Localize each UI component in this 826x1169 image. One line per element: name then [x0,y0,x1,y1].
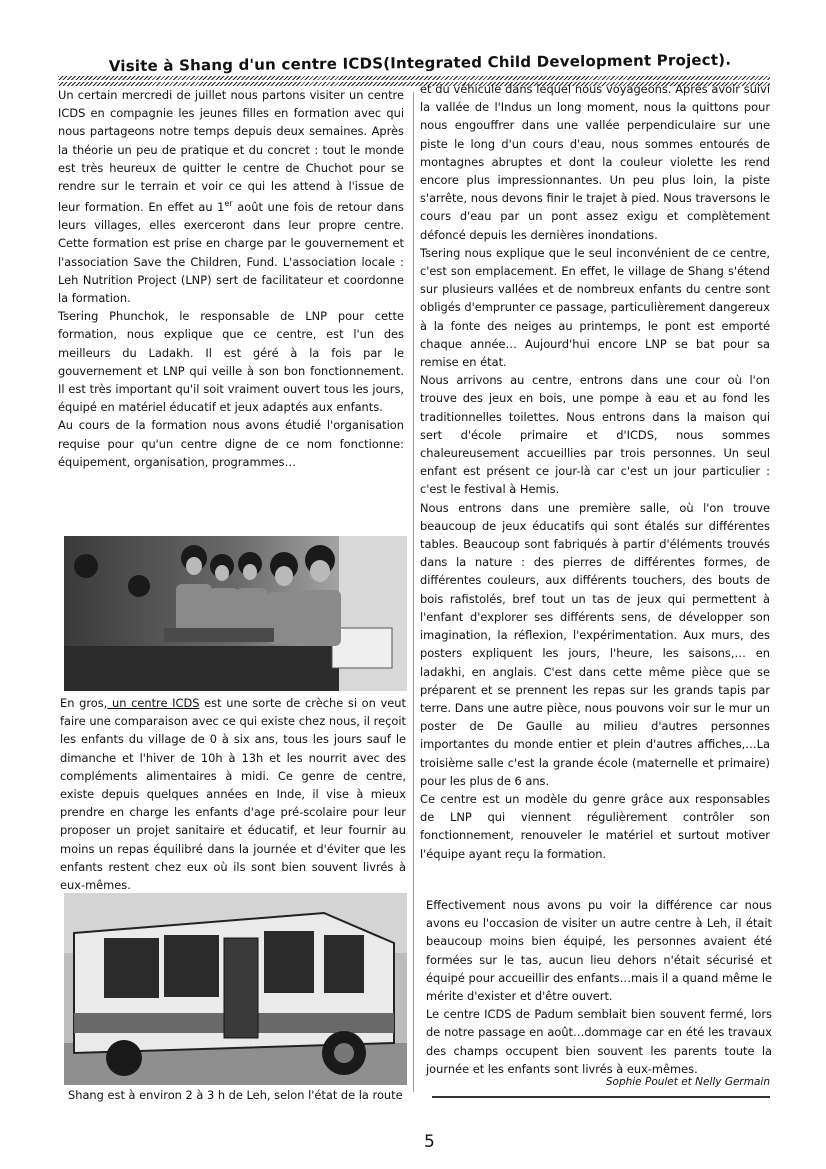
left-column-middle [60,694,406,894]
bus-photo [64,893,407,1085]
children-photo [64,536,407,691]
right-paragraph-3: Nous arrivons au centre, entrons dans une cour où l'on trouve des jeux en bois, une pompe à eau et au fond les traditionnelles toilettes. Nous entrons dans la maison qui sert d'école primaire et d'ICDS, nous sommes chaleureusement accueillies par trois personnes. Un seul enfant est présent ce jour-là car c'est un jour particulier : c'est le festival à Hemis. [420,373,770,497]
right-paragraph-5: Ce centre est un modèle du genre grâce aux responsables de LNP qui viennent régulièrement contrôler son fonctionnement, renouveler le matériel et surtout motiver l'équipe ayant reçu la formation. [420,791,770,861]
right-column [420,80,770,863]
left-column-top [58,86,404,471]
left-paragraph-1: Un certain mercredi de juillet nous partons visiter un centre ICDS en compagnie les jeunes filles en formation avec qui nous partageons notre temps depuis deux semaines. Après la théorie un peu de pratique et du concret : tout le monde est très heureux de quitter le centre de Chuchot pour se rendre sur le terrain et voir ce qui les attend à l'issue de leur formation. En effet au 1er août une fois de retour dans leurs villages, elles exerceront dans leur propre centre. Cette formation est prise en charge par le gouvernement et l'association Save the Children, Fund. L'association locale : Leh Nutrition Project (LNP) sert de facilitateur et coordonne la formation. [58,88,404,306]
signature: Sophie Poulet et Nelly Germain [605,1076,770,1088]
page-number: 5 [424,1132,435,1152]
left-paragraph-2: Tsering Phunchok, le responsable de LNP pour cette formation, nous explique que ce centre, est l'un des meilleurs du Ladakh. Il est géré à la fois par le gouvernement et LNP qui veille à son bon fonctionnement. Il est très important qu'il soit vraiment ouvert tous les jours, équipé en matériel éducatif et jeux adaptés aux enfants. [58,309,404,415]
left-paragraph-3: Au cours de la formation nous avons étudié l'organisation requise pour qu'un centre digne de ce nom fonctionne: équipement, organisation, programmes… [58,418,404,469]
right-paragraph-4: Nous entrons dans une première salle, où l'on trouve beaucoup de jeux éducatifs qui sont étalés sur différentes tables. Beaucoup sont fabriqués à partir d'éléments trouvés dans la nature : des pierres de différentes formes, de différentes couleurs, aux différents touchers, des bouts de bois rafistolés, bref tout un tas de jeux qui permettent à l'enfant d'explorer ses différents sens, de développer son imagination, la réflexion, l'expérimentation. Aux murs, des posters expliquent les jours, l'heure, les saisons,… en ladakhi, en anglais. C'est dans cette même pièce que se préparent et se prennent les repas sur les grands tapis par terre. Dans une autre pièce, nous pouvons voir sur le mur un poster de De Gaulle au milieu d'autres personnes importantes du monde entier et plein d'autres affiches,…La troisième salle c'est la grande école (maternelle et primaire) pour les plus de 6 ans. [420,500,770,788]
right-paragraph-6: Effectivement nous avons pu voir la différence car nous avons eu l'occasion de visiter un autre centre à Leh, il était beaucoup moins bien équipé, les personnes avaient été formées sur le tas, aucun lieu dehors n'était sécurisé et équipé pour accueillir des enfants…mais il a quand même le mérite d'exister et d'être ouvert. [426,898,772,1004]
right-paragraph-7: Le centre ICDS de Padum semblait bien souvent fermé, lors de notre passage en août…dommage car en été les travaux des champs occupent bien souvent les parents toute la journée et les enfants sont livrés à eux-mêmes. [426,1007,772,1076]
right-paragraph-2: Tsering nous explique que le seul inconvénient de ce centre, c'est son emplacement. En effet, le village de Shang s'étend sur plusieurs vallées et de nombreux enfants du centre sont obligés d'emprunter ce passage, particulièrement dangereux à la fonte des neiges au printemps, le pont est emporté chaque année… Aujourd'hui encore LNP se bat pour sa remise en état. [420,245,770,370]
article-title: Visite à Shang d'un centre ICDS(Integrated Child Development Project). [108,50,732,76]
left-paragraph-4: En gros, un centre ICDS est une sorte de crèche si on veut faire une comparaison avec ce qui existe chez nous, il reçoit les enfants du village de 0 à six ans, tous les jours sauf le dimanche et l'hiver de 10h à 13h et les nourrit avec des compléments alimentaires à midi. Ce genre de centre, existe depuis quelques années en Inde, il vise à mieux prendre en charge les enfants d'age pré-scolaire pour leur proposer un projet sanitaire et éducatif, et leur fournir au moins un repas équilibré dans la journée et d'éviter que les enfants restent chez eux où ils sont bien souvent livrés à eux-mêmes. [60,696,406,893]
superscript: er [224,199,233,209]
icds-link-text: un centre ICDS [107,696,200,710]
bus-photo-caption: Shang est à environ 2 à 3 h de Leh, selon l'état de la route [68,1088,403,1102]
column-divider [413,92,414,1092]
right-column-lower [426,896,772,1078]
bottom-rule [432,1096,770,1098]
right-paragraph-1: et du véhicule dans lequel nous voyageons. Après avoir suivi la vallée de l'Indus un long moment, nous la quittons pour nous engouffrer dans une vallée perpendiculaire sur une piste le long d'un cours d'eau, nous sommes entourés de montagnes abruptes et dont la couleur violette les rend encore plus impressionnantes. Un peu plus loin, la piste s'arrête, nous devons finir le trajet à pied. Nous traversons le cours d'eau par un pont assez exigu et complètement défoncé depuis les dernières inondations. [420,82,770,242]
